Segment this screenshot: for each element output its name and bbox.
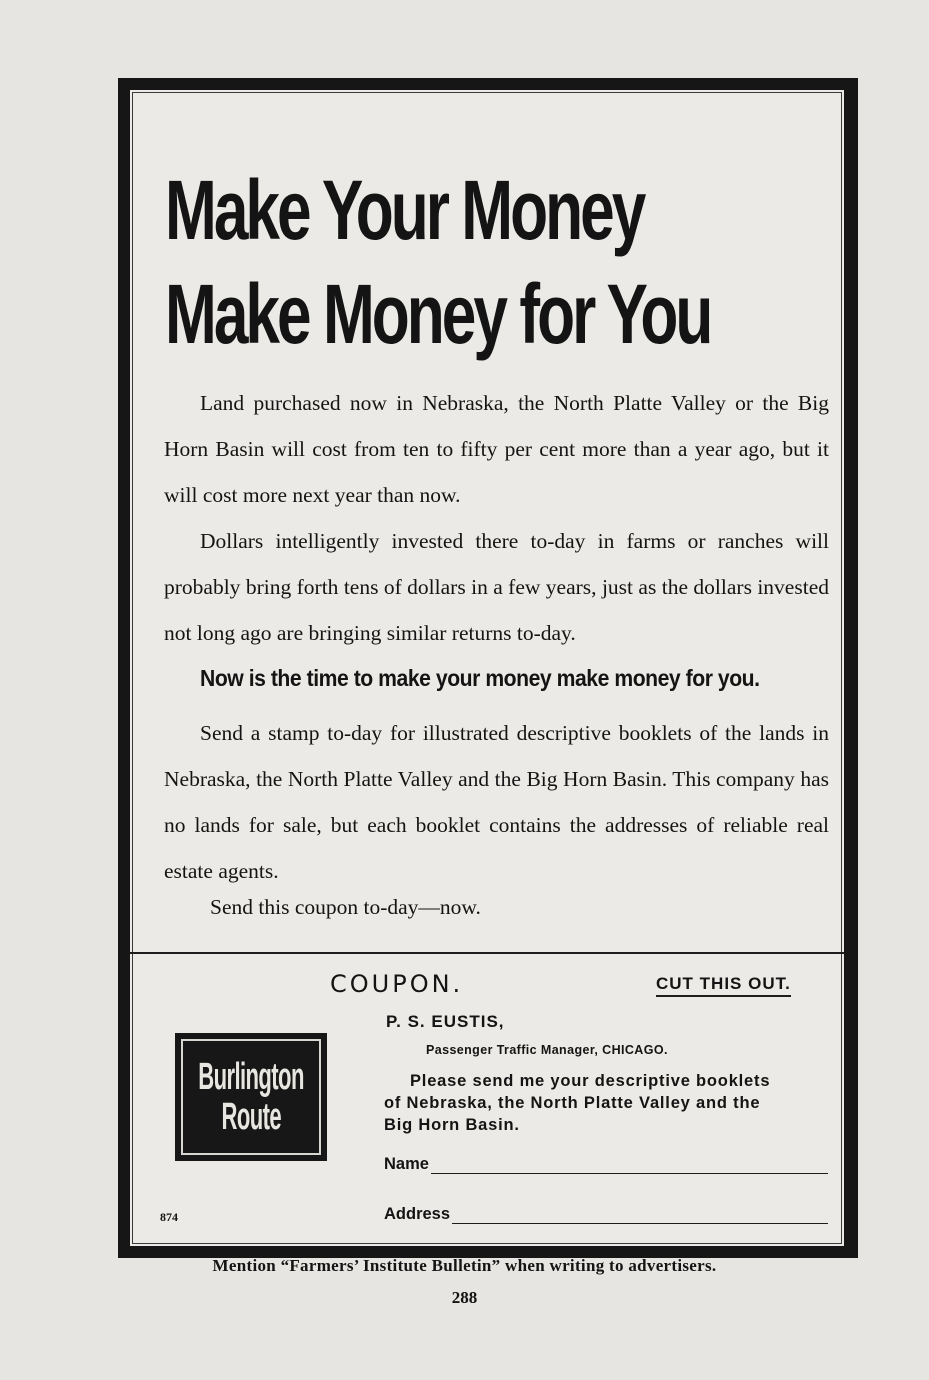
headline-line-1: Make Your Money (165, 163, 644, 257)
footer-mention: Mention “Farmers’ Institute Bulletin” when writing to advertisers. (212, 1256, 717, 1275)
logo-border (181, 1039, 321, 1155)
logo-line-1: Burlington (198, 1056, 304, 1098)
ad-number: 874 (160, 1210, 178, 1224)
address-field[interactable] (384, 1202, 828, 1224)
coupon-title: COUPON. (330, 970, 464, 998)
address-label: Address (384, 1205, 451, 1223)
name-field[interactable] (384, 1152, 828, 1174)
logo-line-2: Route (221, 1096, 281, 1138)
page-number: 288 (451, 1288, 478, 1307)
coupon-request-text (384, 1070, 827, 1136)
recipient-name: P. S. EUSTIS, (386, 1012, 505, 1031)
headline-line-2: Make Money for You (165, 267, 711, 361)
name-input-line[interactable] (431, 1155, 828, 1174)
emphasis-line: Now is the time to make your money make money for you. (200, 665, 760, 691)
advertisement-frame (118, 78, 858, 1258)
paragraph-send-coupon: Send this coupon to-day—now. (210, 895, 481, 919)
paragraph-investment: Dollars intelligently invested there to-day in farms or ranches will probably bring forth tens of dollars in a few years, just as the dollars invested not long ago are bringing similar returns to-day. (164, 529, 829, 645)
request-line-3: Big Horn Basin. (384, 1116, 520, 1134)
headline (165, 158, 711, 366)
paragraph-booklets: Send a stamp to-day for illustrated descriptive booklets of the lands in Nebraska, the North Platte Valley and the Big Horn Basin. This company has no lands for sale, but each booklet contains the addresses of reliable real estate agents. (164, 721, 829, 883)
address-input-line[interactable] (452, 1205, 828, 1224)
request-line-1: Please send me your descriptive booklets (410, 1072, 771, 1090)
recipient-title: Passenger Traffic Manager, CHICAGO. (426, 1043, 668, 1057)
request-line-2: of Nebraska, the North Platte Valley and the (384, 1094, 761, 1112)
coupon-divider (130, 952, 844, 954)
cut-this-out-note: CUT THIS OUT. (656, 974, 791, 997)
burlington-route-logo (175, 1033, 327, 1161)
name-label: Name (384, 1155, 429, 1173)
paragraph-land-prices: Land purchased now in Nebraska, the North Platte Valley or the Big Horn Basin will cost from ten to fifty per cent more than a year ago, but it will cost more next year than now. (164, 391, 829, 507)
